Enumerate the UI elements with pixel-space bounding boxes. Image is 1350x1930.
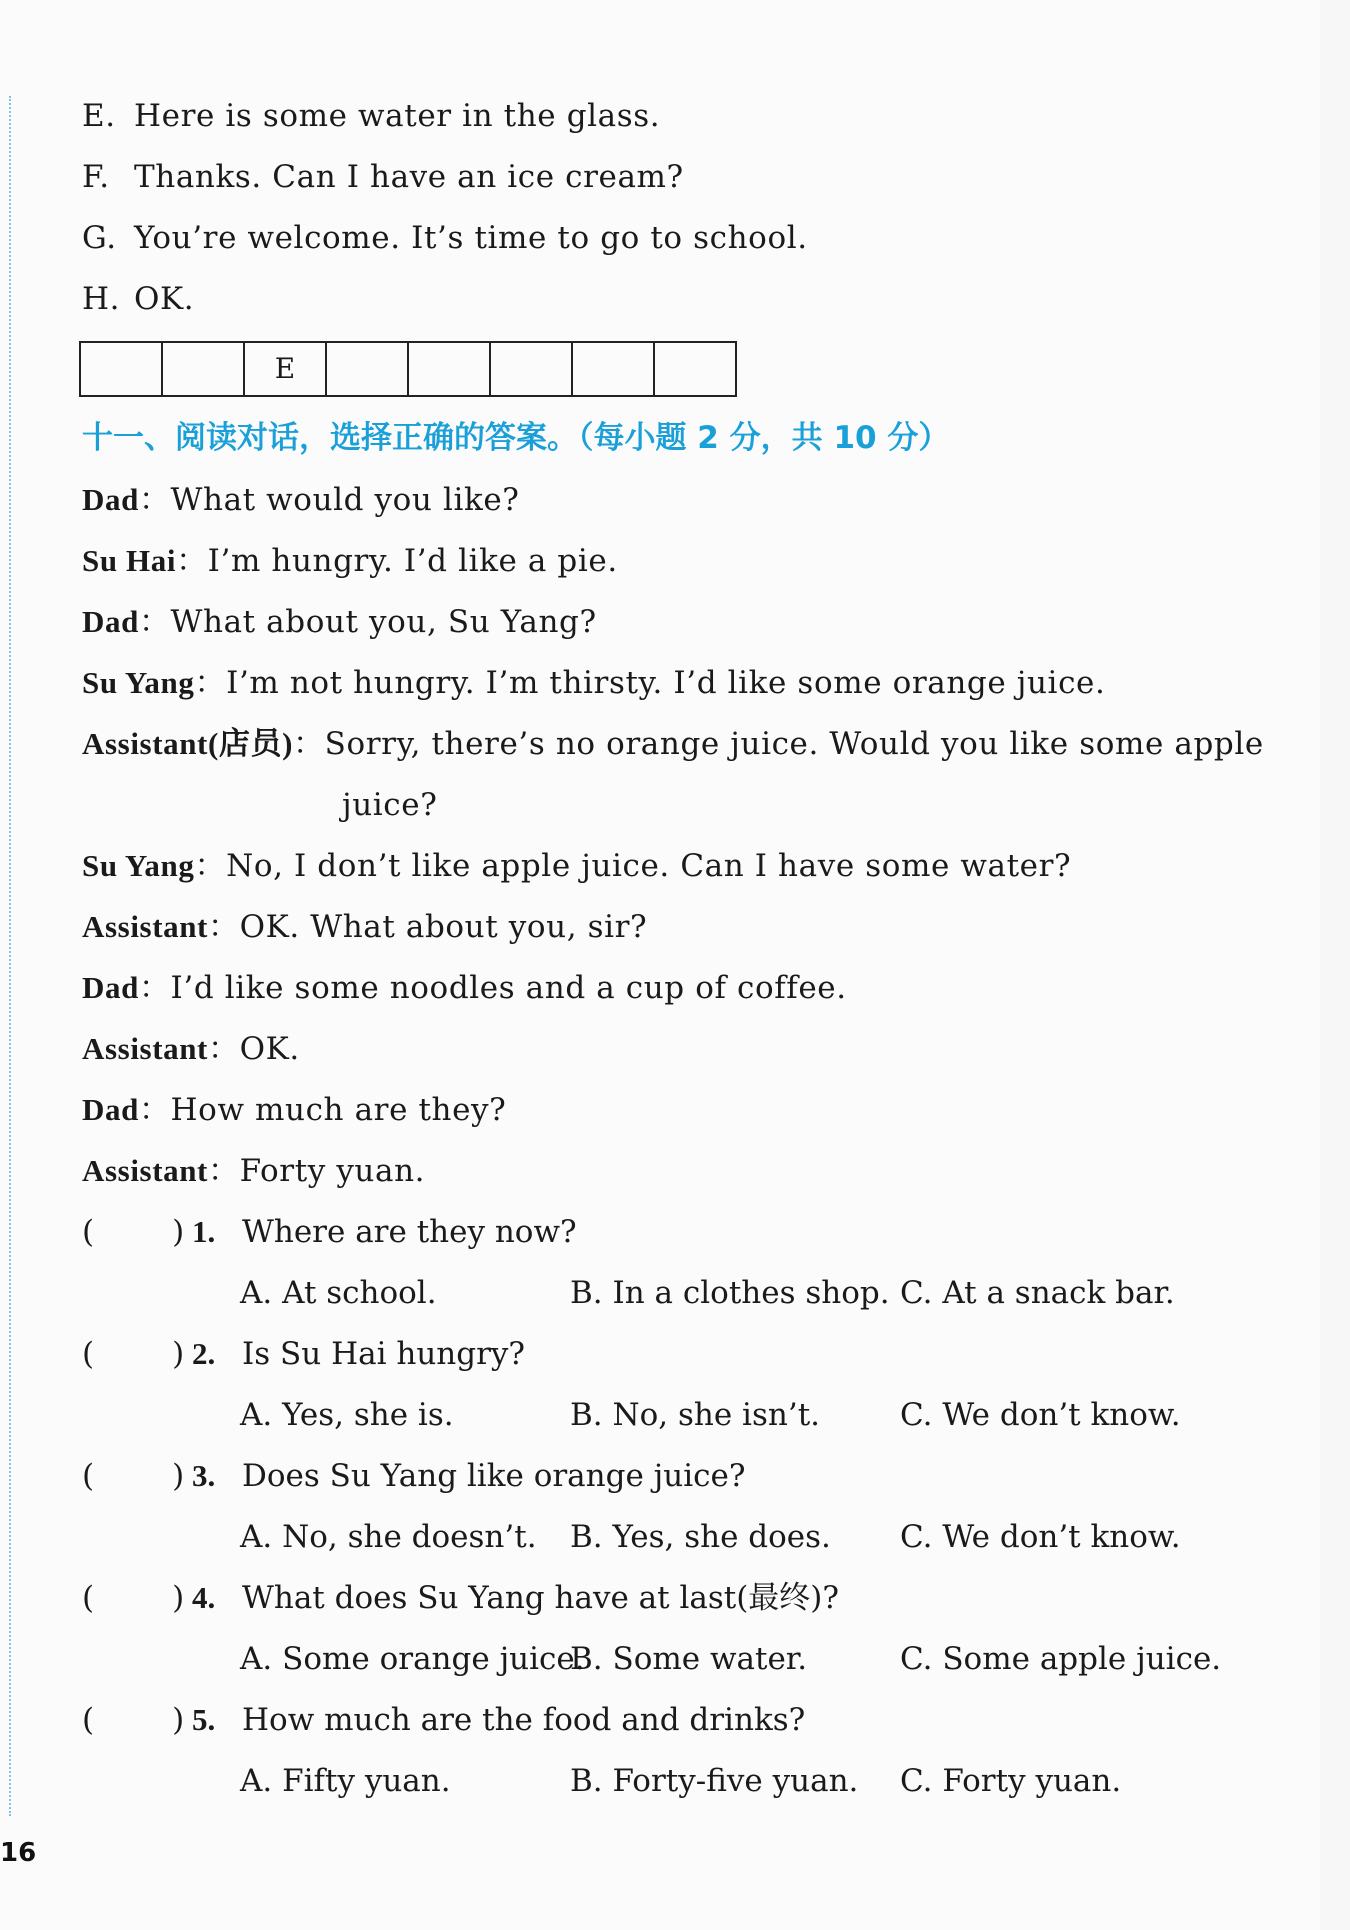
choice-b[interactable]: B. Yes, she does. [570, 1519, 831, 1555]
choice-a[interactable]: A. Fifty yuan. [240, 1763, 451, 1799]
choice-c[interactable]: C. We don’t know. [900, 1397, 1181, 1433]
answer-grid [79, 341, 737, 397]
answer-cell[interactable] [655, 343, 735, 395]
question-text: How much are the food and drinks? [242, 1702, 806, 1738]
option-f [82, 157, 684, 197]
question-4 [82, 1578, 839, 1618]
dialogue-line [82, 1151, 425, 1191]
question-2 [82, 1334, 525, 1374]
option-text: OK. [134, 281, 195, 317]
choice-a[interactable]: A. Some orange juice. [240, 1641, 585, 1677]
dialogue-continuation: juice? [342, 787, 438, 823]
question-number: 3. [192, 1458, 216, 1493]
question-text: Is Su Hai hungry? [242, 1336, 526, 1372]
speaker: Su Hai [82, 543, 177, 578]
answer-blank[interactable]: ( ) [82, 1580, 185, 1616]
speaker: Assistant [82, 909, 208, 944]
answer-cell[interactable] [409, 343, 491, 395]
option-text: Thanks. Can I have an ice cream? [134, 159, 684, 195]
option-e [82, 96, 660, 136]
speaker: Dad [82, 1092, 139, 1127]
dialogue-line [82, 1029, 300, 1069]
question-text: What does Su Yang have at last(最终)? [242, 1580, 840, 1616]
speaker-sep: ： [194, 665, 227, 701]
dialogue-line [82, 480, 520, 520]
speaker: Dad [82, 970, 139, 1005]
speaker-sep: ： [176, 543, 208, 579]
choice-c[interactable]: C. At a snack bar. [900, 1275, 1175, 1311]
answer-blank[interactable]: ( ) [82, 1336, 185, 1372]
option-text: You’re welcome. It’s time to go to school. [134, 220, 808, 256]
speaker-sep: ： [138, 1092, 171, 1128]
margin-dotted-line [9, 96, 11, 1816]
option-letter: E. [82, 98, 116, 134]
speaker: Assistant [82, 1153, 208, 1188]
question-number: 4. [192, 1580, 216, 1615]
speaker: Assistant(店员) [82, 726, 294, 761]
answer-cell[interactable] [327, 343, 409, 395]
speaker-sep: ： [194, 848, 227, 884]
dialogue-text: I’m not hungry. I’m thirsty. I’d like some orange juice. [226, 665, 1106, 701]
option-letter: F. [82, 159, 110, 195]
dialogue-line [82, 907, 647, 947]
answer-blank[interactable]: ( ) [82, 1702, 185, 1738]
option-h [82, 279, 194, 319]
speaker-sep: ： [138, 604, 171, 640]
question-text: Does Su Yang like orange juice? [242, 1458, 746, 1494]
question-number: 5. [192, 1702, 216, 1737]
dialogue-text: Forty yuan. [239, 1153, 426, 1189]
speaker: Assistant [82, 1031, 208, 1066]
speaker: Dad [82, 604, 139, 639]
dialogue-text: What about you, Su Yang? [170, 604, 597, 640]
choice-c[interactable]: C. Forty yuan. [900, 1763, 1122, 1799]
dialogue-text: OK. What about you, sir? [239, 909, 648, 945]
dialogue-text: Sorry, there’s no orange juice. Would you like some apple [324, 726, 1264, 762]
speaker-sep: ： [207, 909, 240, 945]
answer-cell[interactable] [81, 343, 163, 395]
choice-b[interactable]: B. No, she isn’t. [570, 1397, 821, 1433]
dialogue-line [82, 968, 847, 1008]
option-letter: G. [82, 220, 117, 256]
dialogue-text: OK. [239, 1031, 300, 1067]
option-letter: H. [82, 281, 121, 317]
dialogue-text: How much are they? [170, 1092, 507, 1128]
dialogue-text: I’m hungry. I’d like a pie. [207, 543, 618, 579]
choice-b[interactable]: B. Some water. [570, 1641, 808, 1677]
question-1 [82, 1212, 577, 1252]
choice-c[interactable]: C. We don’t know. [900, 1519, 1181, 1555]
answer-blank[interactable]: ( ) [82, 1458, 185, 1494]
option-g [82, 218, 808, 258]
option-text: Here is some water in the glass. [134, 98, 661, 134]
choice-a[interactable]: A. At school. [240, 1275, 437, 1311]
speaker-sep: ： [293, 726, 325, 762]
speaker: Su Yang [82, 848, 195, 883]
dialogue-line [82, 846, 1071, 886]
choice-c[interactable]: C. Some apple juice. [900, 1641, 1222, 1677]
answer-cell[interactable] [163, 343, 245, 395]
answer-blank[interactable]: ( ) [82, 1214, 185, 1250]
dialogue-line [82, 724, 1264, 764]
choice-b[interactable]: B. Forty-five yuan. [570, 1763, 859, 1799]
speaker-sep: ： [138, 970, 171, 1006]
question-number: 1. [192, 1214, 216, 1249]
answer-cell[interactable]: E [245, 343, 327, 395]
speaker: Dad [82, 482, 139, 517]
section-title: 十一、阅读对话，选择正确的答案。（每小题 2 分，共 10 分） [82, 420, 950, 456]
page-number: 16 [0, 1838, 37, 1868]
dialogue-text: I’d like some noodles and a cup of coffee. [170, 970, 847, 1006]
dialogue-text: No, I don’t like apple juice. Can I have some water? [226, 848, 1072, 884]
answer-cell[interactable] [491, 343, 573, 395]
dialogue-line [82, 1090, 506, 1130]
question-text: Where are they now? [242, 1214, 577, 1250]
dialogue-text: What would you like? [170, 482, 520, 518]
speaker: Su Yang [82, 665, 195, 700]
answer-cell[interactable] [573, 343, 655, 395]
dialogue-line [82, 663, 1105, 703]
choice-a[interactable]: A. Yes, she is. [240, 1397, 454, 1433]
question-number: 2. [192, 1336, 216, 1371]
question-5 [82, 1700, 805, 1740]
speaker-sep: ： [138, 482, 171, 518]
speaker-sep: ： [207, 1153, 240, 1189]
choice-a[interactable]: A. No, she doesn’t. [240, 1519, 537, 1555]
question-3 [82, 1456, 746, 1496]
dialogue-line [82, 602, 597, 642]
speaker-sep: ： [207, 1031, 240, 1067]
choice-b[interactable]: B. In a clothes shop. [570, 1275, 890, 1311]
dialogue-line [82, 541, 618, 581]
